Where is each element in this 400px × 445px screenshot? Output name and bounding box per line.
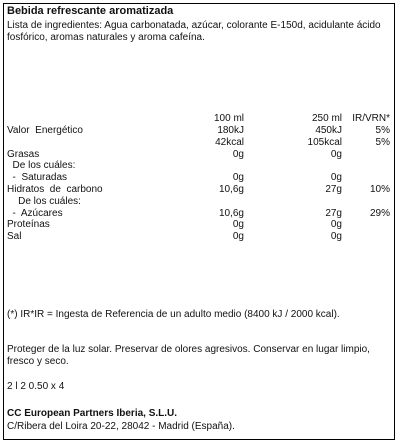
reference-note: (*) IR*IR = Ingesta de Referencia de un adulto medio (8400 kJ / 2000 kcal). bbox=[7, 309, 340, 320]
table-row bbox=[7, 125, 392, 137]
nutrient-label: De los cuáles: bbox=[7, 195, 81, 207]
value-100ml: 0g bbox=[232, 219, 244, 231]
value-100ml: 180kJ bbox=[217, 125, 244, 136]
nutrient-label: Valor Energético bbox=[7, 125, 83, 136]
value-250ml: 450kJ bbox=[315, 125, 342, 136]
table-row bbox=[7, 219, 392, 231]
header-ir-vrn: IR/VRN* bbox=[352, 113, 390, 124]
table-row bbox=[7, 160, 392, 172]
company-address: C/Ribera del Loira 20-22, 28042 - Madrid (España). bbox=[7, 421, 235, 432]
value-ir-vrn: 10% bbox=[369, 184, 390, 195]
table-row bbox=[7, 231, 392, 243]
value-100ml: 10,6g bbox=[218, 207, 244, 219]
product-title: Bebida refrescante aromatizada bbox=[7, 5, 174, 17]
table-row bbox=[7, 137, 392, 149]
nutrient-label: Proteínas bbox=[7, 219, 50, 231]
table-row bbox=[7, 172, 392, 184]
value-250ml: 0g bbox=[330, 231, 342, 243]
value-250ml: 0g bbox=[330, 148, 342, 160]
value-100ml: 0g bbox=[232, 148, 244, 160]
nutrient-label: - Azúcares bbox=[7, 207, 63, 219]
value-250ml: 0g bbox=[330, 172, 342, 184]
table-row bbox=[7, 184, 392, 196]
value-100ml: 0g bbox=[232, 231, 244, 243]
table-row bbox=[7, 208, 392, 220]
value-100ml: 42kcal bbox=[215, 136, 244, 148]
pack-code: 2 l 2 0.50 x 4 bbox=[7, 381, 65, 392]
value-250ml: 0g bbox=[330, 219, 342, 231]
company-name: CC European Partners Iberia, S.L.U. bbox=[7, 408, 178, 419]
header-100ml: 100 ml bbox=[213, 113, 244, 124]
value-250ml: 27g bbox=[325, 184, 342, 195]
nutrient-label: De los cuáles: bbox=[7, 160, 76, 172]
table-row bbox=[7, 149, 392, 161]
value-100ml: 10,6g bbox=[218, 184, 244, 195]
nutrient-label: Grasas bbox=[7, 148, 40, 160]
value-100ml: 0g bbox=[232, 172, 244, 184]
value-ir-vrn: 29% bbox=[369, 207, 390, 219]
table-row bbox=[7, 196, 392, 208]
value-ir-vrn: 5% bbox=[375, 125, 390, 136]
value-250ml: 105kcal bbox=[307, 136, 342, 148]
value-250ml: 27g bbox=[325, 207, 342, 219]
nutrient-label: - Saturadas bbox=[7, 172, 68, 184]
ingredients-text: Lista de ingredientes: Agua carbonatada, azúcar, colorante E-150d, acidulante ácido fosfórico, aromas naturales y aroma cafeína. bbox=[7, 20, 381, 43]
table-header bbox=[7, 113, 392, 125]
storage-instructions: Proteger de la luz solar. Preservar de olores agresivos. Conservar en lugar limpio, fresco y seco. bbox=[7, 344, 370, 367]
nutrient-label: Hidratos de carbono bbox=[7, 184, 103, 195]
nutrient-label: Sal bbox=[7, 231, 22, 243]
value-ir-vrn: 5% bbox=[375, 136, 390, 148]
header-250ml: 250 ml bbox=[311, 113, 342, 124]
